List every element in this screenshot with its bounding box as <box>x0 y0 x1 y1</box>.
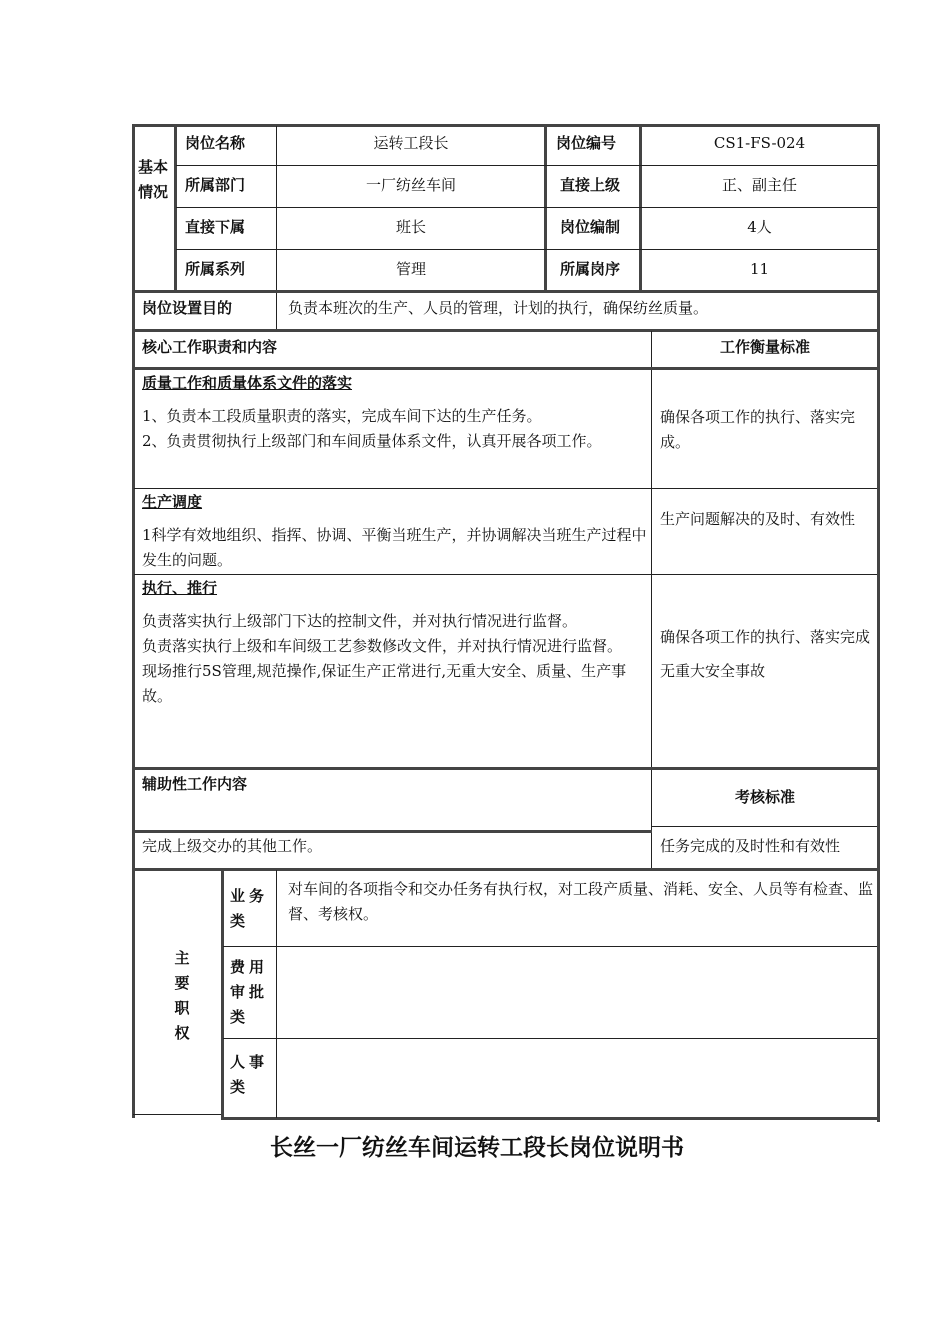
series-value: 管理 <box>395 260 426 278</box>
position-name-value: 运转工段长 <box>373 134 449 152</box>
department-value: 一厂纺丝车间 <box>365 176 456 194</box>
duty-standard <box>660 625 874 684</box>
purpose-text: 负责本班次的生产、人员的管理，计划的执行，确保纺丝质量。 <box>288 299 709 317</box>
duty-section-title: 生产调度 <box>142 493 203 511</box>
standard-line: 生产问题解决的及时、有效性 <box>660 510 856 528</box>
auxiliary-header: 辅助性工作内容 <box>142 775 248 793</box>
direct-subordinate-label: 直接下属 <box>185 218 246 236</box>
duty-line: 1、负责本工段质量职责的落实，完成车间下达的生产任务。 <box>142 407 542 425</box>
duty-section-title: 执行、推行 <box>142 579 218 597</box>
authority-category-label: 费用审批类 <box>230 958 269 1026</box>
duty-section <box>142 576 648 709</box>
assessment-standard-header: 考核标准 <box>734 788 795 806</box>
direct-subordinate-value: 班长 <box>395 218 426 236</box>
auxiliary-text: 完成上级交办的其他工作。 <box>142 837 323 855</box>
duty-line: 2、负责贯彻执行上级部门和车间质量体系文件，认真开展各项工作。 <box>142 432 602 450</box>
duty-standard <box>660 507 874 532</box>
duty-standard <box>660 405 874 455</box>
position-rank-label: 所属岗序 <box>560 260 621 278</box>
duty-line: 负责落实执行上级和车间级工艺参数修改文件，并对执行情况进行监督。 <box>142 637 623 655</box>
standard-line: 确保各项工作的执行、落实完成。 <box>660 408 856 451</box>
measure-standard-header: 工作衡量标准 <box>719 338 810 356</box>
duty-section-title: 质量工作和质量体系文件的落实 <box>142 374 353 392</box>
position-rank-value: 11 <box>749 260 770 278</box>
position-name-label: 岗位名称 <box>185 134 246 152</box>
basic-info-group-label: 基本情况 <box>137 158 168 201</box>
headcount-label: 岗位编制 <box>560 218 621 236</box>
direct-superior-label: 直接上级 <box>560 176 621 194</box>
department-label: 所属部门 <box>185 176 246 194</box>
auxiliary-standard: 任务完成的及时性和有效性 <box>660 837 841 855</box>
standard-line: 无重大安全事故 <box>660 662 766 680</box>
document-title: 长丝一厂纺丝车间运转工段长岗位说明书 <box>270 1135 684 1161</box>
duty-line: 现场推行5S管理,规范操作,保证生产正常进行,无重大安全、质量、生产事故。 <box>142 662 627 705</box>
position-code-label: 岗位编号 <box>556 134 617 152</box>
duty-line: 1科学有效地组织、指挥、协调、平衡当班生产，并协调解决当班生产过程中发生的问题。 <box>142 526 647 569</box>
duty-section <box>142 371 648 454</box>
headcount-value: 4人 <box>747 218 772 236</box>
standard-line: 确保各项工作的执行、落实完成 <box>660 628 871 646</box>
authority-category-text: 对车间的各项指令和交办任务有执行权，对工段产质量、消耗、安全、人员等有检查、监督、考核权。 <box>288 880 874 923</box>
authority-category-label: 业务类 <box>230 887 269 930</box>
duty-line: 负责落实执行上级部门下达的控制文件，并对执行情况进行监督。 <box>142 612 578 630</box>
core-duties-header: 核心工作职责和内容 <box>142 338 278 356</box>
authority-category-label: 人事类 <box>230 1053 269 1096</box>
direct-superior-value: 正、副主任 <box>721 176 797 194</box>
series-label: 所属系列 <box>185 260 246 278</box>
purpose-label: 岗位设置目的 <box>142 299 233 317</box>
duty-section <box>142 490 648 573</box>
authority-group-label: 主要职权 <box>174 949 190 1042</box>
position-code-value: CS1-FS-024 <box>713 134 806 152</box>
